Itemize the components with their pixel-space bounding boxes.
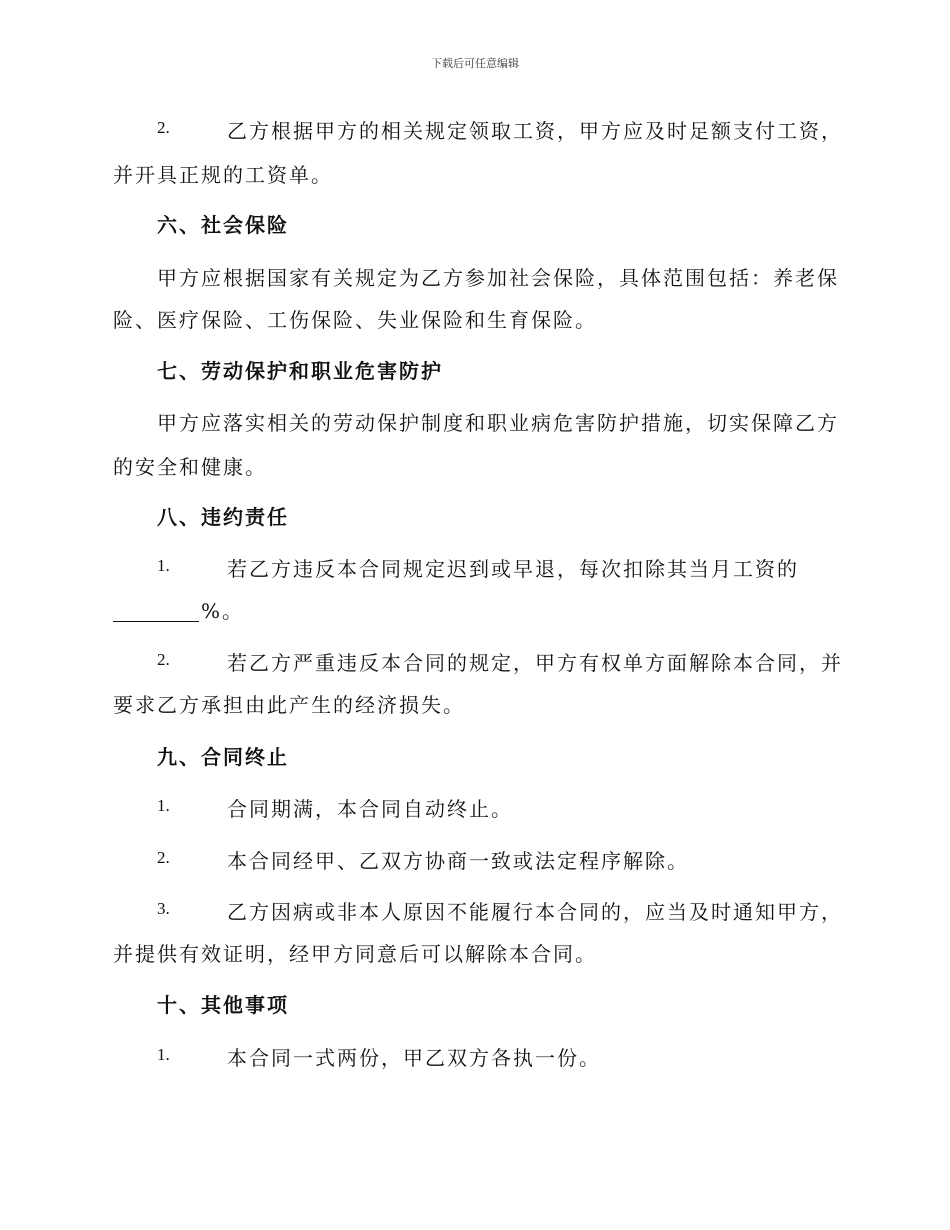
clause-text: 本合同一式两份，甲乙双方各执一份。 bbox=[227, 1046, 601, 1070]
paragraph-text: 甲方应落实相关的劳动保护制度和职业病危害防护措施，切实保障乙方 bbox=[157, 411, 839, 435]
clause-text: 并提供有效证明，经甲方同意后可以解除本合同。 bbox=[113, 942, 597, 966]
section-title: 九、合同终止 bbox=[157, 745, 289, 769]
section-title: 十、其他事项 bbox=[157, 993, 289, 1017]
paragraph-text: 险、医疗保险、工伤保险、失业保险和生育保险。 bbox=[113, 308, 597, 332]
clause-text: 若乙方严重违反本合同的规定，甲方有权单方面解除本合同，并 bbox=[227, 651, 843, 675]
clause-number: 1. bbox=[157, 1045, 170, 1064]
clause-text: 乙方根据甲方的相关规定领取工资，甲方应及时足额支付工资， bbox=[227, 119, 843, 143]
clause-text: 合同期满，本合同自动终止。 bbox=[227, 797, 513, 821]
section-title: 八、违约责任 bbox=[157, 505, 289, 529]
clause-text: 本合同经甲、乙双方协商一致或法定程序解除。 bbox=[227, 849, 689, 873]
clause-number: 2. bbox=[157, 118, 170, 137]
clause-number: 1. bbox=[157, 556, 170, 575]
page-header: 下载后可任意编辑 bbox=[431, 57, 519, 70]
clause-text: 并开具正规的工资单。 bbox=[113, 163, 333, 187]
fill-in-blank bbox=[113, 601, 199, 622]
clause-number: 2. bbox=[157, 848, 170, 867]
section-title: 六、社会保险 bbox=[157, 213, 289, 237]
clause-number: 1. bbox=[157, 796, 170, 815]
clause-text-with-blank bbox=[113, 595, 244, 624]
paragraph-text: 的安全和健康。 bbox=[113, 455, 267, 479]
clause-text: 乙方因病或非本人原因不能履行本合同的，应当及时通知甲方， bbox=[227, 900, 843, 924]
paragraph-text: 甲方应根据国家有关规定为乙方参加社会保险，具体范围包括：养老保 bbox=[157, 266, 839, 290]
section-title: 七、劳动保护和职业危害防护 bbox=[157, 359, 443, 383]
clause-text: %。 bbox=[201, 599, 245, 623]
clause-text: 要求乙方承担由此产生的经济损失。 bbox=[113, 693, 465, 717]
clause-text: 若乙方违反本合同规定迟到或早退，每次扣除其当月工资的 bbox=[227, 557, 799, 581]
clause-number: 3. bbox=[157, 899, 170, 918]
clause-number: 2. bbox=[157, 650, 170, 669]
